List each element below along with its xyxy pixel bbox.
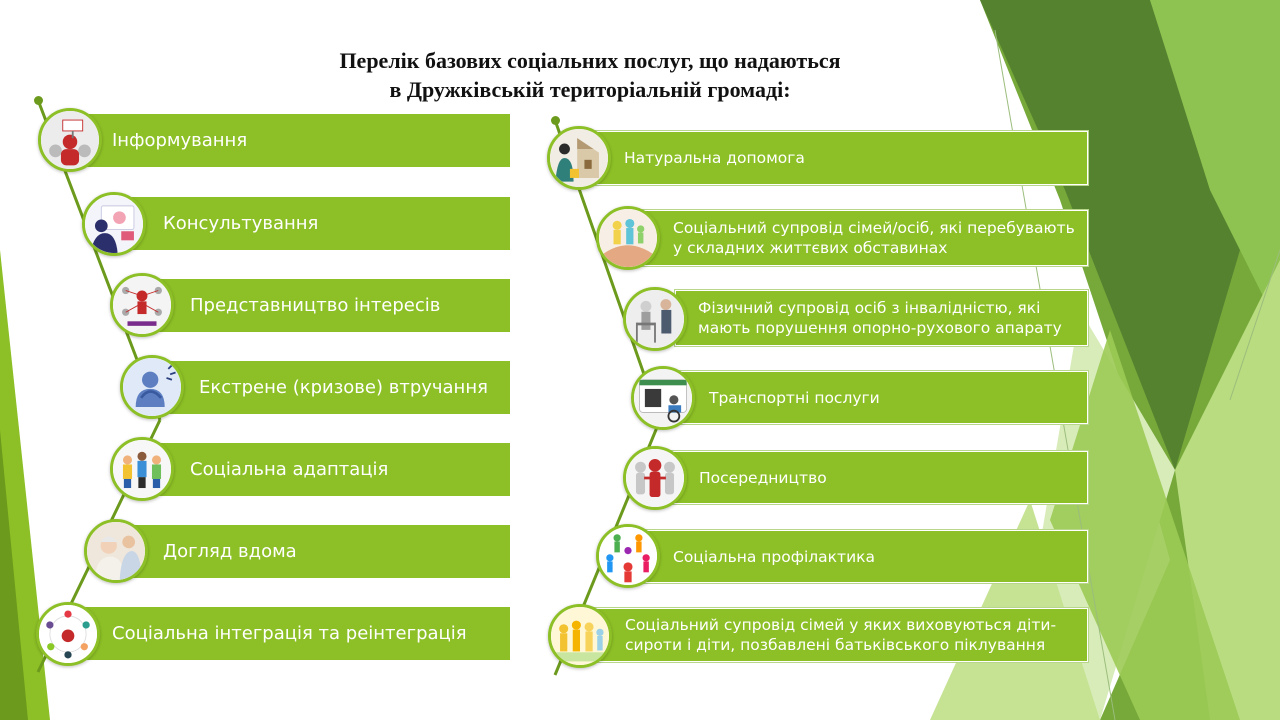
service-home-care (120, 525, 510, 578)
family-support-icon (596, 206, 660, 270)
service-orphan-support (590, 608, 1088, 662)
service-crisis-intervention (165, 361, 510, 414)
service-representation (155, 279, 510, 332)
crisis-intervention-icon (120, 355, 184, 419)
service-family-support (640, 210, 1088, 266)
home-care-icon (84, 519, 148, 583)
transport-icon (631, 366, 695, 430)
service-label: Фізичний супровід осіб з інвалідністю, які мають порушення опорно-рухового апарату (698, 299, 1062, 337)
service-label: Соціальний супровід сімей у яких виховуються діти-сироти і діти, позбавлені батьківського піклування (625, 616, 1057, 654)
service-physical-escort (675, 290, 1088, 346)
social-prevention-icon (596, 524, 660, 588)
chain-start-node-right (551, 116, 560, 125)
service-label: Консультування (163, 213, 319, 234)
service-label: Догляд вдома (163, 541, 297, 562)
service-social-integration (70, 607, 510, 660)
service-social-prevention (640, 530, 1088, 583)
page-title (240, 46, 940, 104)
service-label: Посередництво (699, 468, 827, 487)
title-line-1: Перелік базових соціальних послуг, що надаються (339, 48, 841, 73)
social-integration-icon (36, 602, 100, 666)
service-label: Соціальна інтеграція та реінтеграція (112, 623, 467, 644)
representation-icon (110, 273, 174, 337)
service-label: Соціальний супровід сімей/осіб, які перебувають у складних життєвих обставинах (673, 219, 1075, 257)
service-transport (680, 371, 1088, 424)
service-label: Натуральна допомога (624, 149, 805, 167)
orphan-support-icon (548, 604, 612, 668)
service-social-adaptation (150, 443, 510, 496)
natural-aid-icon (547, 126, 611, 190)
service-label: Транспортні послуги (709, 388, 880, 407)
physical-escort-icon (623, 287, 687, 351)
service-label: Соціальна адаптація (190, 459, 389, 480)
service-natural-aid (590, 131, 1088, 185)
service-consulting (130, 197, 510, 250)
title-line-2: в Дружківській територіальній громаді: (389, 77, 791, 102)
social-adaptation-icon (110, 437, 174, 501)
service-label: Представництво інтересів (190, 295, 441, 316)
chain-start-node-left (34, 96, 43, 105)
service-mediation (670, 451, 1088, 504)
consultation-icon (82, 192, 146, 256)
service-informing (70, 114, 510, 167)
service-label: Інформування (112, 130, 248, 151)
service-label: Екстрене (кризове) втручання (199, 377, 488, 398)
information-icon (38, 108, 102, 172)
mediation-icon (623, 446, 687, 510)
service-label: Соціальна профілактика (673, 547, 876, 566)
